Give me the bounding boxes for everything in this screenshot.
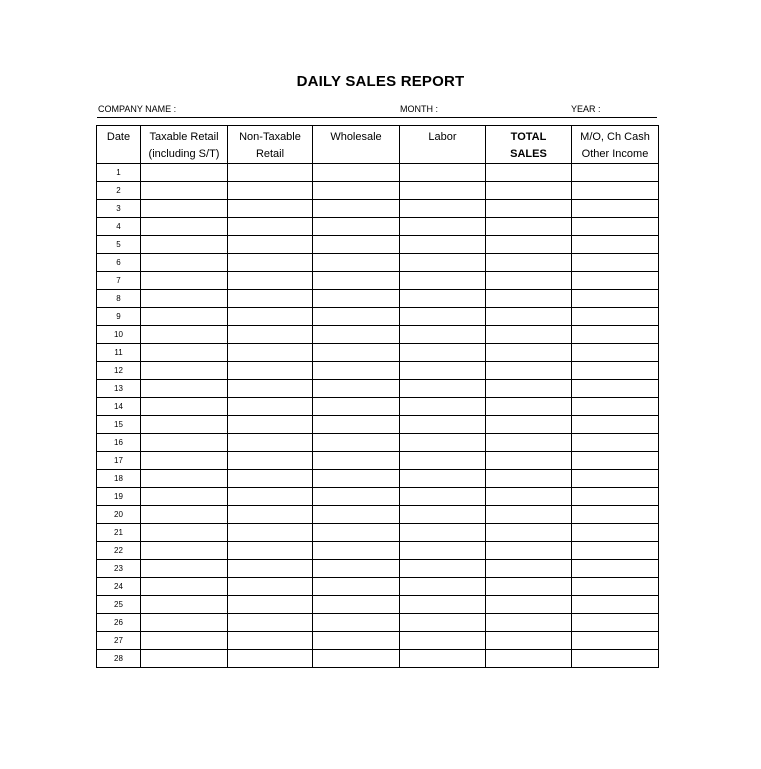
row-wholesale-cell[interactable] xyxy=(313,470,400,488)
header-non-taxable-line1: Non-Taxable xyxy=(239,131,301,143)
table-row xyxy=(97,560,659,578)
row-date-cell: 4 xyxy=(97,218,141,236)
row-total-sales-cell[interactable] xyxy=(486,434,572,452)
row-labor-cell[interactable] xyxy=(400,272,486,290)
row-taxable-retail-cell[interactable] xyxy=(141,524,228,542)
row-other-income-cell[interactable] xyxy=(572,416,659,434)
row-other-income-cell[interactable] xyxy=(572,182,659,200)
row-total-sales-cell[interactable] xyxy=(486,272,572,290)
row-non-taxable-retail-cell[interactable] xyxy=(228,344,313,362)
row-taxable-retail-cell[interactable] xyxy=(141,308,228,326)
row-labor-cell[interactable] xyxy=(400,506,486,524)
table-row xyxy=(97,506,659,524)
row-labor-cell[interactable] xyxy=(400,218,486,236)
row-total-sales-cell[interactable] xyxy=(486,290,572,308)
row-taxable-retail-cell[interactable] xyxy=(141,326,228,344)
row-non-taxable-retail-cell[interactable] xyxy=(228,182,313,200)
row-total-sales-cell[interactable] xyxy=(486,236,572,254)
row-total-sales-cell[interactable] xyxy=(486,596,572,614)
table-row xyxy=(97,596,659,614)
row-labor-cell[interactable] xyxy=(400,398,486,416)
row-wholesale-cell[interactable] xyxy=(313,416,400,434)
row-non-taxable-retail-cell[interactable] xyxy=(228,632,313,650)
row-date-cell: 2 xyxy=(97,182,141,200)
report-info-row xyxy=(97,102,657,118)
sales-table xyxy=(96,125,659,668)
row-taxable-retail-cell[interactable] xyxy=(141,344,228,362)
table-row xyxy=(97,578,659,596)
row-total-sales-cell[interactable] xyxy=(486,254,572,272)
table-row xyxy=(97,326,659,344)
row-taxable-retail-cell[interactable] xyxy=(141,650,228,668)
row-other-income-cell[interactable] xyxy=(572,614,659,632)
row-non-taxable-retail-cell[interactable] xyxy=(228,434,313,452)
row-taxable-retail-cell[interactable] xyxy=(141,614,228,632)
row-wholesale-cell[interactable] xyxy=(313,380,400,398)
row-wholesale-cell[interactable] xyxy=(313,164,400,182)
row-date-cell: 15 xyxy=(97,416,141,434)
row-total-sales-cell[interactable] xyxy=(486,506,572,524)
row-date-cell: 9 xyxy=(97,308,141,326)
row-total-sales-cell[interactable] xyxy=(486,326,572,344)
row-labor-cell[interactable] xyxy=(400,200,486,218)
header-taxable-retail xyxy=(141,126,228,164)
row-non-taxable-retail-cell[interactable] xyxy=(228,272,313,290)
row-wholesale-cell[interactable] xyxy=(313,218,400,236)
row-non-taxable-retail-cell[interactable] xyxy=(228,596,313,614)
header-labor-line1: Labor xyxy=(428,131,457,143)
row-wholesale-cell[interactable] xyxy=(313,452,400,470)
row-wholesale-cell[interactable] xyxy=(313,200,400,218)
row-other-income-cell[interactable] xyxy=(572,380,659,398)
row-other-income-cell[interactable] xyxy=(572,434,659,452)
row-date-cell: 11 xyxy=(97,344,141,362)
row-non-taxable-retail-cell[interactable] xyxy=(228,650,313,668)
header-row xyxy=(97,126,659,164)
table-row xyxy=(97,200,659,218)
row-non-taxable-retail-cell[interactable] xyxy=(228,290,313,308)
row-date-cell: 5 xyxy=(97,236,141,254)
company-name-label: COMPANY NAME : xyxy=(98,104,177,114)
row-other-income-cell[interactable] xyxy=(572,254,659,272)
table-row xyxy=(97,632,659,650)
row-non-taxable-retail-cell[interactable] xyxy=(228,326,313,344)
row-total-sales-cell[interactable] xyxy=(486,632,572,650)
row-date-cell: 28 xyxy=(97,650,141,668)
row-labor-cell[interactable] xyxy=(400,290,486,308)
row-taxable-retail-cell[interactable] xyxy=(141,596,228,614)
row-date-cell: 12 xyxy=(97,362,141,380)
row-date-cell: 3 xyxy=(97,200,141,218)
table-row xyxy=(97,416,659,434)
row-non-taxable-retail-cell[interactable] xyxy=(228,542,313,560)
row-labor-cell[interactable] xyxy=(400,434,486,452)
row-labor-cell[interactable] xyxy=(400,560,486,578)
row-taxable-retail-cell[interactable] xyxy=(141,452,228,470)
row-taxable-retail-cell[interactable] xyxy=(141,398,228,416)
row-date-cell: 22 xyxy=(97,542,141,560)
row-other-income-cell[interactable] xyxy=(572,524,659,542)
row-date-cell: 16 xyxy=(97,434,141,452)
row-total-sales-cell[interactable] xyxy=(486,398,572,416)
row-labor-cell[interactable] xyxy=(400,254,486,272)
row-non-taxable-retail-cell[interactable] xyxy=(228,308,313,326)
row-wholesale-cell[interactable] xyxy=(313,362,400,380)
row-labor-cell[interactable] xyxy=(400,542,486,560)
header-wholesale xyxy=(313,126,400,164)
report-title: DAILY SALES REPORT xyxy=(296,73,465,90)
row-wholesale-cell[interactable] xyxy=(313,272,400,290)
row-wholesale-cell[interactable] xyxy=(313,326,400,344)
row-total-sales-cell[interactable] xyxy=(486,488,572,506)
row-labor-cell[interactable] xyxy=(400,164,486,182)
row-other-income-cell[interactable] xyxy=(572,560,659,578)
row-other-income-cell[interactable] xyxy=(572,452,659,470)
row-other-income-cell[interactable] xyxy=(572,542,659,560)
row-labor-cell[interactable] xyxy=(400,488,486,506)
header-non-taxable-line2: Retail xyxy=(255,148,285,160)
row-wholesale-cell[interactable] xyxy=(313,506,400,524)
row-other-income-cell[interactable] xyxy=(572,200,659,218)
row-labor-cell[interactable] xyxy=(400,326,486,344)
row-non-taxable-retail-cell[interactable] xyxy=(228,164,313,182)
table-row xyxy=(97,308,659,326)
table-row xyxy=(97,434,659,452)
row-total-sales-cell[interactable] xyxy=(486,164,572,182)
row-taxable-retail-cell[interactable] xyxy=(141,218,228,236)
row-non-taxable-retail-cell[interactable] xyxy=(228,470,313,488)
row-wholesale-cell[interactable] xyxy=(313,308,400,326)
table-row xyxy=(97,218,659,236)
table-row xyxy=(97,164,659,182)
header-date xyxy=(97,126,141,164)
table-row xyxy=(97,452,659,470)
row-total-sales-cell[interactable] xyxy=(486,470,572,488)
row-taxable-retail-cell[interactable] xyxy=(141,578,228,596)
header-non-taxable-retail xyxy=(228,126,313,164)
row-taxable-retail-cell[interactable] xyxy=(141,632,228,650)
row-non-taxable-retail-cell[interactable] xyxy=(228,506,313,524)
row-wholesale-cell[interactable] xyxy=(313,632,400,650)
table-row xyxy=(97,362,659,380)
row-date-cell: 20 xyxy=(97,506,141,524)
row-wholesale-cell[interactable] xyxy=(313,650,400,668)
row-non-taxable-retail-cell[interactable] xyxy=(228,398,313,416)
row-other-income-cell[interactable] xyxy=(572,218,659,236)
row-other-income-cell[interactable] xyxy=(572,488,659,506)
header-total-sales-line1: TOTAL xyxy=(510,131,547,143)
row-other-income-cell[interactable] xyxy=(572,506,659,524)
table-row xyxy=(97,290,659,308)
header-other-income xyxy=(572,126,659,164)
row-taxable-retail-cell[interactable] xyxy=(141,380,228,398)
row-date-cell: 1 xyxy=(97,164,141,182)
row-non-taxable-retail-cell[interactable] xyxy=(228,578,313,596)
row-other-income-cell[interactable] xyxy=(572,578,659,596)
row-total-sales-cell[interactable] xyxy=(486,218,572,236)
row-date-cell: 17 xyxy=(97,452,141,470)
row-taxable-retail-cell[interactable] xyxy=(141,290,228,308)
row-non-taxable-retail-cell[interactable] xyxy=(228,218,313,236)
header-total-sales-line2: SALES xyxy=(510,148,547,160)
row-total-sales-cell[interactable] xyxy=(486,524,572,542)
table-row xyxy=(97,470,659,488)
row-date-cell: 24 xyxy=(97,578,141,596)
row-labor-cell[interactable] xyxy=(400,344,486,362)
row-non-taxable-retail-cell[interactable] xyxy=(228,524,313,542)
row-labor-cell[interactable] xyxy=(400,380,486,398)
row-wholesale-cell[interactable] xyxy=(313,560,400,578)
header-date-line1: Date xyxy=(106,131,131,143)
row-taxable-retail-cell[interactable] xyxy=(141,254,228,272)
row-date-cell: 18 xyxy=(97,470,141,488)
row-total-sales-cell[interactable] xyxy=(486,542,572,560)
header-taxable-retail-line2: (including S/T) xyxy=(148,148,220,160)
row-other-income-cell[interactable] xyxy=(572,344,659,362)
row-other-income-cell[interactable] xyxy=(572,326,659,344)
row-labor-cell[interactable] xyxy=(400,578,486,596)
row-total-sales-cell[interactable] xyxy=(486,416,572,434)
row-wholesale-cell[interactable] xyxy=(313,344,400,362)
row-taxable-retail-cell[interactable] xyxy=(141,560,228,578)
row-other-income-cell[interactable] xyxy=(572,308,659,326)
table-row xyxy=(97,398,659,416)
row-total-sales-cell[interactable] xyxy=(486,380,572,398)
row-wholesale-cell[interactable] xyxy=(313,182,400,200)
row-wholesale-cell[interactable] xyxy=(313,542,400,560)
row-total-sales-cell[interactable] xyxy=(486,182,572,200)
row-date-cell: 21 xyxy=(97,524,141,542)
row-taxable-retail-cell[interactable] xyxy=(141,236,228,254)
row-other-income-cell[interactable] xyxy=(572,164,659,182)
row-labor-cell[interactable] xyxy=(400,524,486,542)
table-row xyxy=(97,650,659,668)
row-other-income-cell[interactable] xyxy=(572,470,659,488)
row-date-cell: 19 xyxy=(97,488,141,506)
row-non-taxable-retail-cell[interactable] xyxy=(228,380,313,398)
row-wholesale-cell[interactable] xyxy=(313,524,400,542)
row-total-sales-cell[interactable] xyxy=(486,578,572,596)
row-taxable-retail-cell[interactable] xyxy=(141,362,228,380)
row-taxable-retail-cell[interactable] xyxy=(141,200,228,218)
row-taxable-retail-cell[interactable] xyxy=(141,506,228,524)
row-non-taxable-retail-cell[interactable] xyxy=(228,452,313,470)
row-total-sales-cell[interactable] xyxy=(486,560,572,578)
row-taxable-retail-cell[interactable] xyxy=(141,164,228,182)
row-other-income-cell[interactable] xyxy=(572,290,659,308)
row-wholesale-cell[interactable] xyxy=(313,236,400,254)
row-labor-cell[interactable] xyxy=(400,416,486,434)
row-taxable-retail-cell[interactable] xyxy=(141,470,228,488)
header-total-sales xyxy=(486,126,572,164)
row-wholesale-cell[interactable] xyxy=(313,398,400,416)
row-other-income-cell[interactable] xyxy=(572,596,659,614)
row-taxable-retail-cell[interactable] xyxy=(141,488,228,506)
row-total-sales-cell[interactable] xyxy=(486,200,572,218)
table-row xyxy=(97,182,659,200)
row-total-sales-cell[interactable] xyxy=(486,344,572,362)
row-non-taxable-retail-cell[interactable] xyxy=(228,254,313,272)
year-label: YEAR : xyxy=(571,104,601,114)
row-labor-cell[interactable] xyxy=(400,596,486,614)
table-row xyxy=(97,524,659,542)
row-non-taxable-retail-cell[interactable] xyxy=(228,560,313,578)
row-labor-cell[interactable] xyxy=(400,614,486,632)
row-date-cell: 8 xyxy=(97,290,141,308)
row-date-cell: 27 xyxy=(97,632,141,650)
row-date-cell: 23 xyxy=(97,560,141,578)
row-taxable-retail-cell[interactable] xyxy=(141,182,228,200)
row-date-cell: 13 xyxy=(97,380,141,398)
row-labor-cell[interactable] xyxy=(400,236,486,254)
row-labor-cell[interactable] xyxy=(400,650,486,668)
row-wholesale-cell[interactable] xyxy=(313,254,400,272)
row-wholesale-cell[interactable] xyxy=(313,434,400,452)
row-labor-cell[interactable] xyxy=(400,308,486,326)
row-date-cell: 6 xyxy=(97,254,141,272)
row-total-sales-cell[interactable] xyxy=(486,614,572,632)
row-date-cell: 7 xyxy=(97,272,141,290)
sales-table-body xyxy=(97,164,659,668)
header-other-income-line2: Other Income xyxy=(581,148,649,160)
row-other-income-cell[interactable] xyxy=(572,632,659,650)
row-date-cell: 10 xyxy=(97,326,141,344)
header-wholesale-line1: Wholesale xyxy=(330,131,382,143)
row-other-income-cell[interactable] xyxy=(572,272,659,290)
row-wholesale-cell[interactable] xyxy=(313,488,400,506)
row-other-income-cell[interactable] xyxy=(572,650,659,668)
row-non-taxable-retail-cell[interactable] xyxy=(228,236,313,254)
row-labor-cell[interactable] xyxy=(400,632,486,650)
table-row xyxy=(97,254,659,272)
row-taxable-retail-cell[interactable] xyxy=(141,542,228,560)
row-taxable-retail-cell[interactable] xyxy=(141,416,228,434)
table-row xyxy=(97,236,659,254)
row-wholesale-cell[interactable] xyxy=(313,290,400,308)
row-wholesale-cell[interactable] xyxy=(313,578,400,596)
row-non-taxable-retail-cell[interactable] xyxy=(228,362,313,380)
header-taxable-retail-line1: Taxable Retail xyxy=(149,131,219,143)
row-non-taxable-retail-cell[interactable] xyxy=(228,200,313,218)
table-row xyxy=(97,488,659,506)
row-other-income-cell[interactable] xyxy=(572,362,659,380)
row-total-sales-cell[interactable] xyxy=(486,452,572,470)
row-total-sales-cell[interactable] xyxy=(486,362,572,380)
row-other-income-cell[interactable] xyxy=(572,236,659,254)
row-non-taxable-retail-cell[interactable] xyxy=(228,614,313,632)
row-labor-cell[interactable] xyxy=(400,362,486,380)
table-row xyxy=(97,380,659,398)
row-date-cell: 25 xyxy=(97,596,141,614)
table-row xyxy=(97,344,659,362)
row-labor-cell[interactable] xyxy=(400,452,486,470)
row-labor-cell[interactable] xyxy=(400,470,486,488)
table-row xyxy=(97,272,659,290)
row-non-taxable-retail-cell[interactable] xyxy=(228,488,313,506)
row-taxable-retail-cell[interactable] xyxy=(141,434,228,452)
row-labor-cell[interactable] xyxy=(400,182,486,200)
month-label: MONTH : xyxy=(400,104,438,114)
row-date-cell: 26 xyxy=(97,614,141,632)
row-other-income-cell[interactable] xyxy=(572,398,659,416)
row-non-taxable-retail-cell[interactable] xyxy=(228,416,313,434)
row-wholesale-cell[interactable] xyxy=(313,596,400,614)
row-taxable-retail-cell[interactable] xyxy=(141,272,228,290)
header-other-income-line1: M/O, Ch Cash xyxy=(580,131,650,143)
header-labor xyxy=(400,126,486,164)
row-total-sales-cell[interactable] xyxy=(486,650,572,668)
table-row xyxy=(97,542,659,560)
table-row xyxy=(97,614,659,632)
row-wholesale-cell[interactable] xyxy=(313,614,400,632)
row-date-cell: 14 xyxy=(97,398,141,416)
row-total-sales-cell[interactable] xyxy=(486,308,572,326)
